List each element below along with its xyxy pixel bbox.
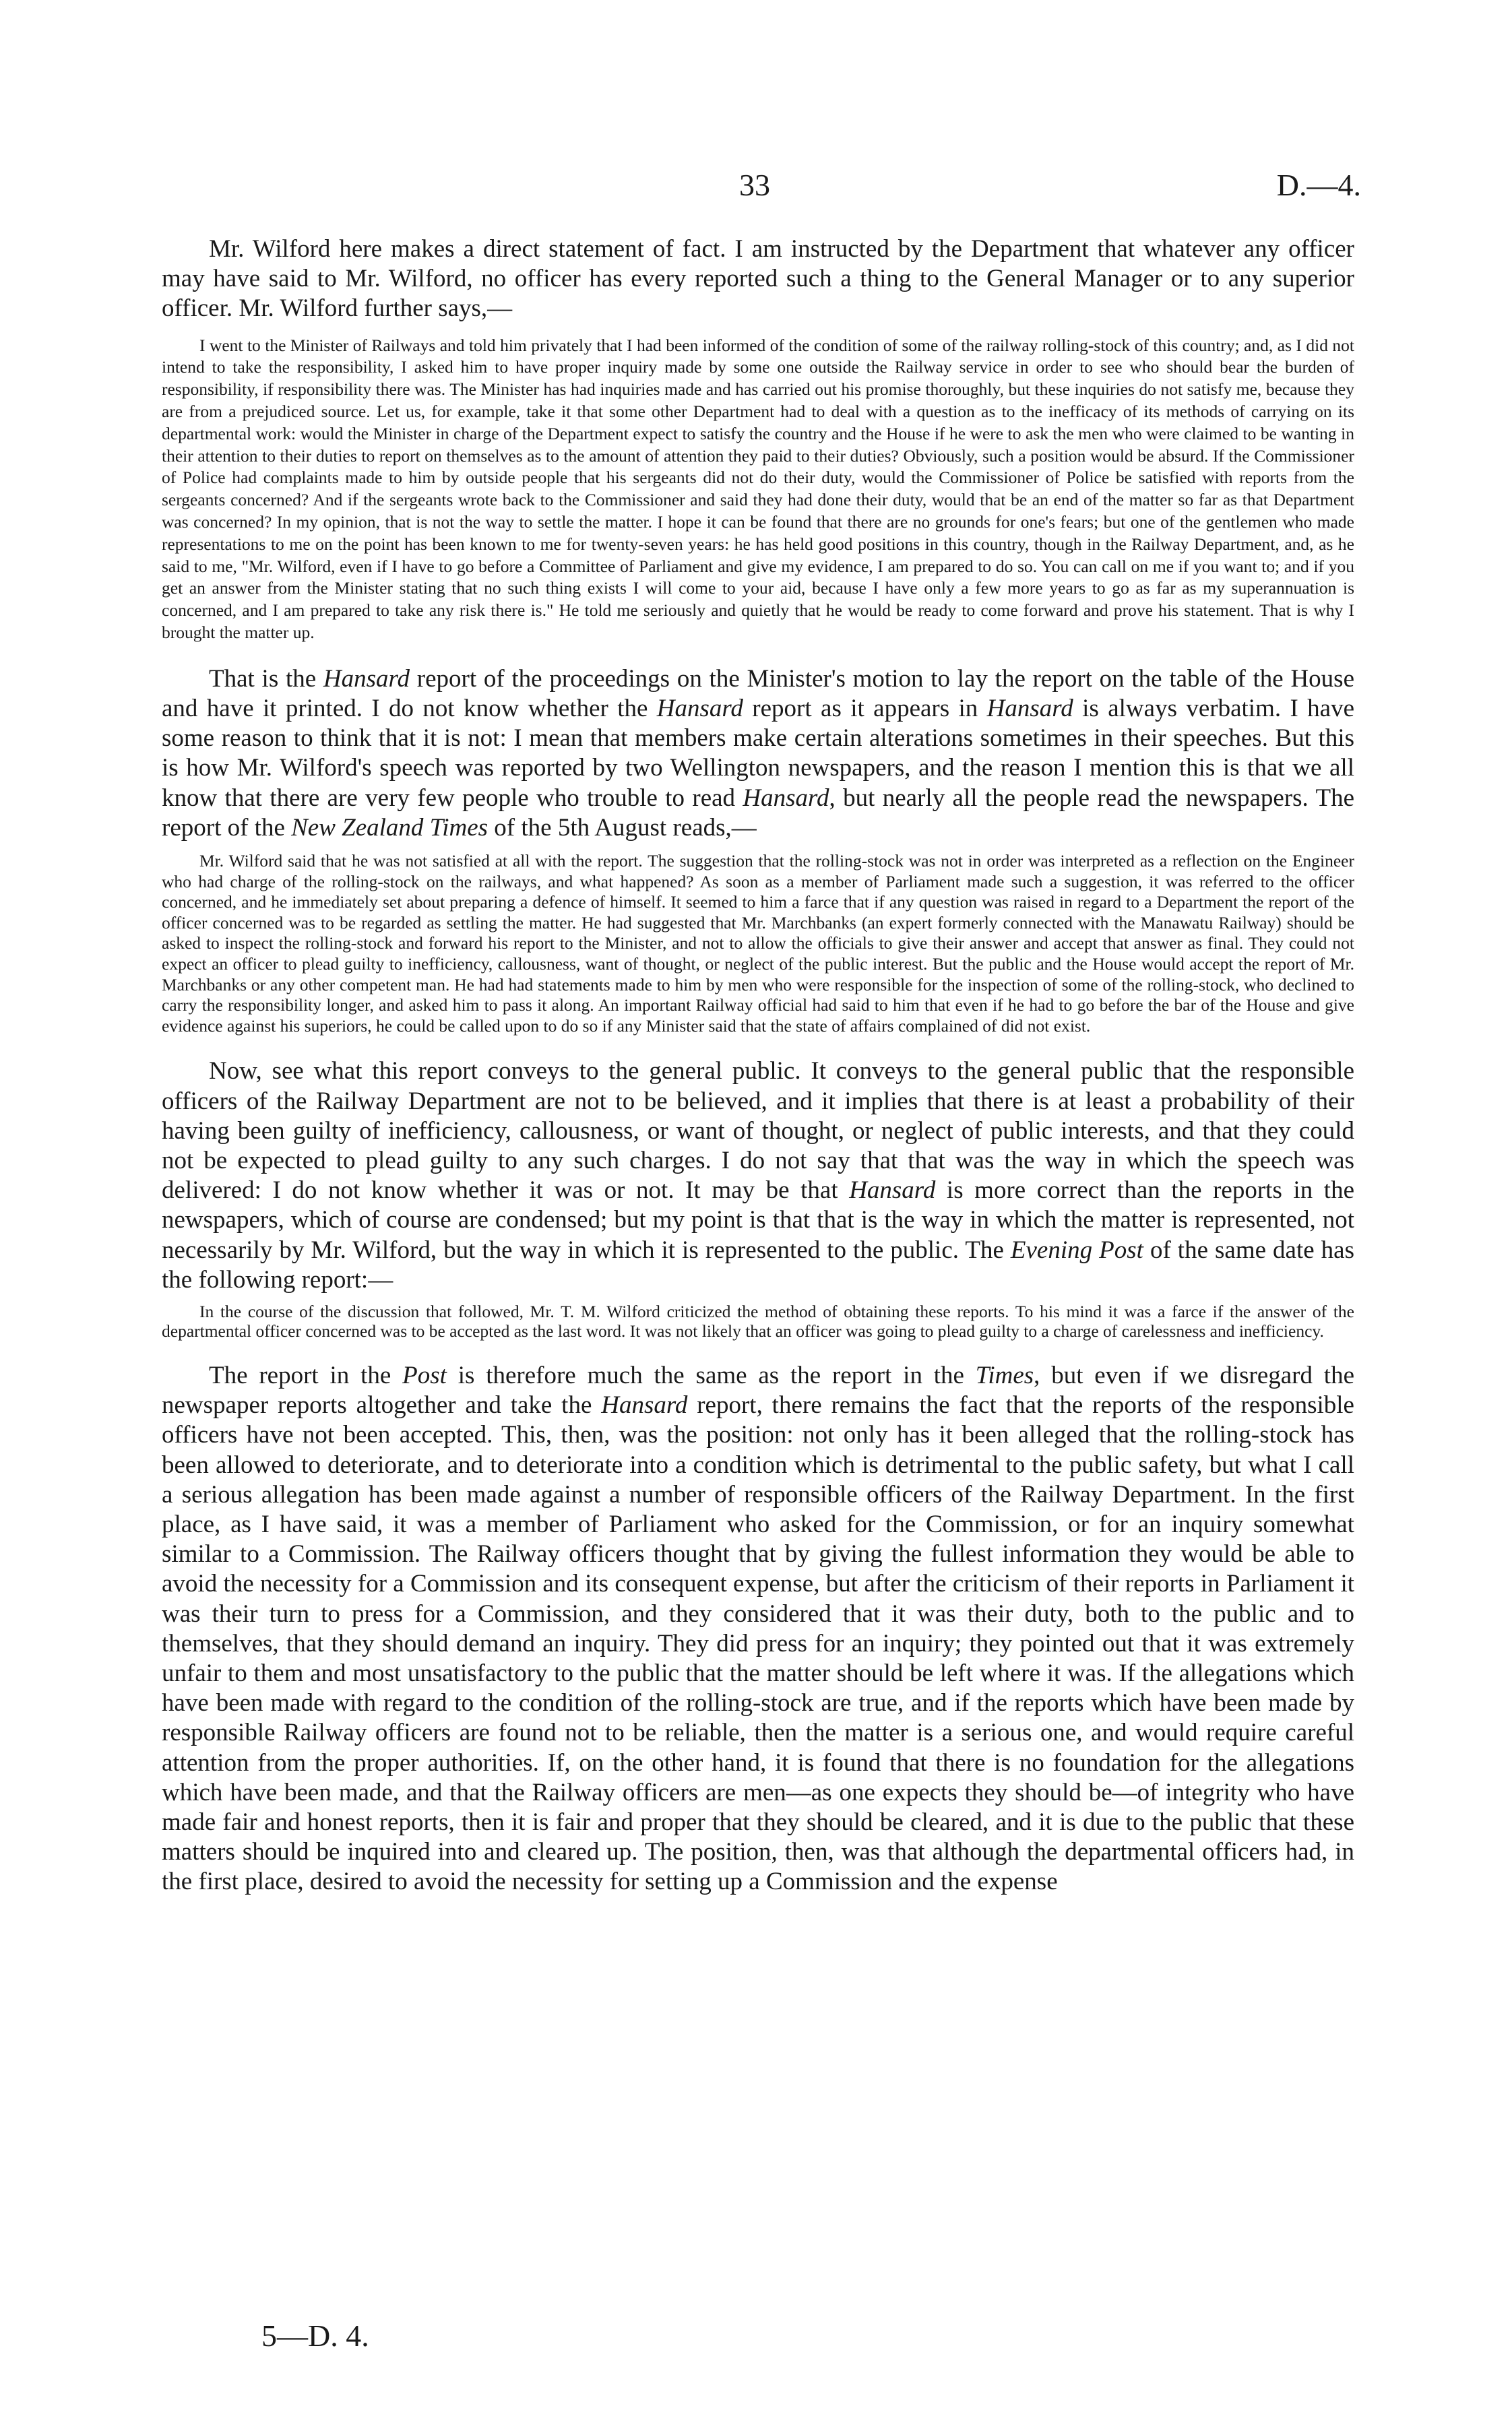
signature-mark: 5—D. 4. [261,2318,369,2353]
quoted-newspaper-post: In the course of the discussion that followed, Mr. T. M. Wilford criticized the method of obtaining these reports. To his mind it was a farce if the answer of the departmental officer concerned was to be accepted as the last word. It was not likely that an officer was going to plead guilty to a charge of carelessness and inefficiency. [162,1301,1354,1341]
quoted-newspaper-times: Mr. Wilford said that he was not satisfied at all with the report. The suggestion that the rolling-stock was not in order was interpreted as a reflection on the Engineer who had charge of the rolling-stock on the railways, and what happened? As soon as a member of Parliament made such a suggestion, it was referred to the officer concerned, and he immediately set about preparing a defence of himself. It seemed to him a farce that if any question was raised in regard to a Department the report of the officer concerned was to be regarded as settling the matter. He had suggested that Mr. Marchbanks (an expert formerly connected with the Manawatu Railway) should be asked to inspect the rolling-stock and forward his report to the Minister, and not to allow the officials to give their answer and accept that answer as final. They could not expect an officer to plead guilty to inefficiency, callousness, want of thought, or neglect of the public interest. But the public and the House would accept the report of Mr. Marchbanks or any other competent man. He had had statements made to him by men who were responsible for the inspection of some of the rolling-stock, who declined to carry the responsibility longer, and asked him to pass it along. An important Railway official had said to him that even if he had to go before the bar of the House and give evidence against his superiors, he could be called upon to do so if any Minister said that the state of affairs complained of did not exist. [162,850,1354,1036]
page-body [162,234,1354,1897]
paragraph-4: The report in the Post is therefore much the same as the report in the Times, but even if we disregard the newspaper reports altogether and take the Hansard report, there remains the fact that the reports of the responsible officers have not been accepted. This, then, was the position: not only has it been alleged that the rolling-stock has been allowed to deteriorate, and to deteriorate into a condition which is detrimental to the public safety, but what I call a serious allegation has been made against a number of responsible officers of the Railway Department. In the first place, as I have said, it was a member of Parliament who asked for the Commission, or for an inquiry somewhat similar to a Commission. The Railway officers thought that by giving the fullest information they would be able to avoid the necessity for a Commission and its consequent expense, but after the criticism of their reports in Parliament it was their turn to press for a Commission, and they considered that it was their duty, both to the public and to themselves, that they should demand an inquiry. They did press for an inquiry; they pointed out that it was extremely unfair to them and most unsatisfactory to the public that the matter should be left where it was. If the allegations which have been made with regard to the condition of the rolling-stock are true, and if the reports which have been made by responsible Railway officers are found not to be reliable, then the matter is a serious one, and would require careful attention from the proper authorities. If, on the other hand, it is found that there is no foundation for the allegations which have been made, and that the Railway officers are men—as one expects they should be—of integrity who have made fair and honest reports, then it is fair and proper that they should be cleared, and it is due to the public that these matters should be inquired into and cleared up. The position, then, was that although the departmental officers had, in the first place, desired to avoid the necessity for setting up a Commission and the expense [162,1361,1354,1896]
page-number: 33 [739,168,770,202]
paragraph-3: Now, see what this report conveys to the general public. It conveys to the general public that the responsible officers of the Railway Department are not to be believed, and it implies that there is at least a probability of their having been guilty of inefficiency, callousness, or want of thought, or neglect of public interests, and that they could not be expected to plead guilty to any such charges. I do not say that that was the way in which the speech was delivered: I do not know whether it was or not. It may be that Hansard is more correct than the reports in the newspapers, which of course are condensed; but my point is that that is the way in which the matter is represented, not necessarily by Mr. Wilford, but the way in which it is represented to the public. The Evening Post of the same date has the following report:— [162,1057,1355,1294]
paragraph-2: That is the Hansard report of the proceedings on the Minister's motion to lay the report on the table of the House and have it printed. I do not know whether the Hansard report as it appears in Hansard is always verbatim. I have some reason to think that it is not: I mean that members make certain alterations sometimes in their speeches. But this is how Mr. Wilford's speech was reported by two Wellington newspapers, and the reason I mention this is that we all know that there are very few people who trouble to read Hansard, but nearly all the people read the newspapers. The report of the New Zealand Times of the 5th August reads,— [162,664,1355,842]
document-code: D.—4. [1276,168,1361,202]
quoted-speech-wilford: I went to the Minister of Railways and told him privately that I had been informed of the condition of some of the railway rolling-stock of this country; and, as I did not intend to take the responsibility, I asked him to have proper inquiry made by some one outside the Railway service in order to see who should bear the burden of responsibility, if responsibility there was. The Minister has had inquiries made and has carried out his promise thoroughly, but these inquiries do not satisfy me, because they are from a prejudiced source. Let us, for example, take it that some other Department had to deal with a question as to the inefficacy of its methods of carrying on its departmental work: would the Minister in charge of the Department expect to satisfy the country and the House if he were to ask the men who were claimed to be wanting in their attention to their duties to report on themselves as to the amount of attention they paid to their duties? Obviously, such a position would be absurd. If the Commissioner of Police had complaints made to him by outside people that his sergeants did not do their duty, would the Commissioner of Police be satisfied with reports from the sergeants concerned? And if the sergeants wrote back to the Commissioner and said they had done their duty, would that be an end of the matter so far as that Department was concerned? In my opinion, that is not the way to settle the matter. I hope it can be found that there are no grounds for one's fears; but one of the gentlemen who made representations to me on the point has been known to me for twenty-seven years: he has held good positions in this country, though in the Railway Department, and, as he said to me, "Mr. Wilford, even if I have to go before a Committee of Parliament and give my evidence, I am prepared to do so. You can call on me if you want to; and if you get an answer from the Minister stating that no such thing exists I will come to your aid, because I have only a few more years to go as far as my superannuation is concerned, and I am prepared to take any risk there is." He told me seriously and quietly that he would be ready to come forward and prove his statement. That is why I brought the matter up. [162,335,1354,642]
paragraph-1: Mr. Wilford here makes a direct statement of fact. I am instructed by the Department that whatever any officer may have said to Mr. Wilford, no officer has every reported such a thing to the General Manager or to any superior officer. Mr. Wilford further says,— [162,235,1354,323]
